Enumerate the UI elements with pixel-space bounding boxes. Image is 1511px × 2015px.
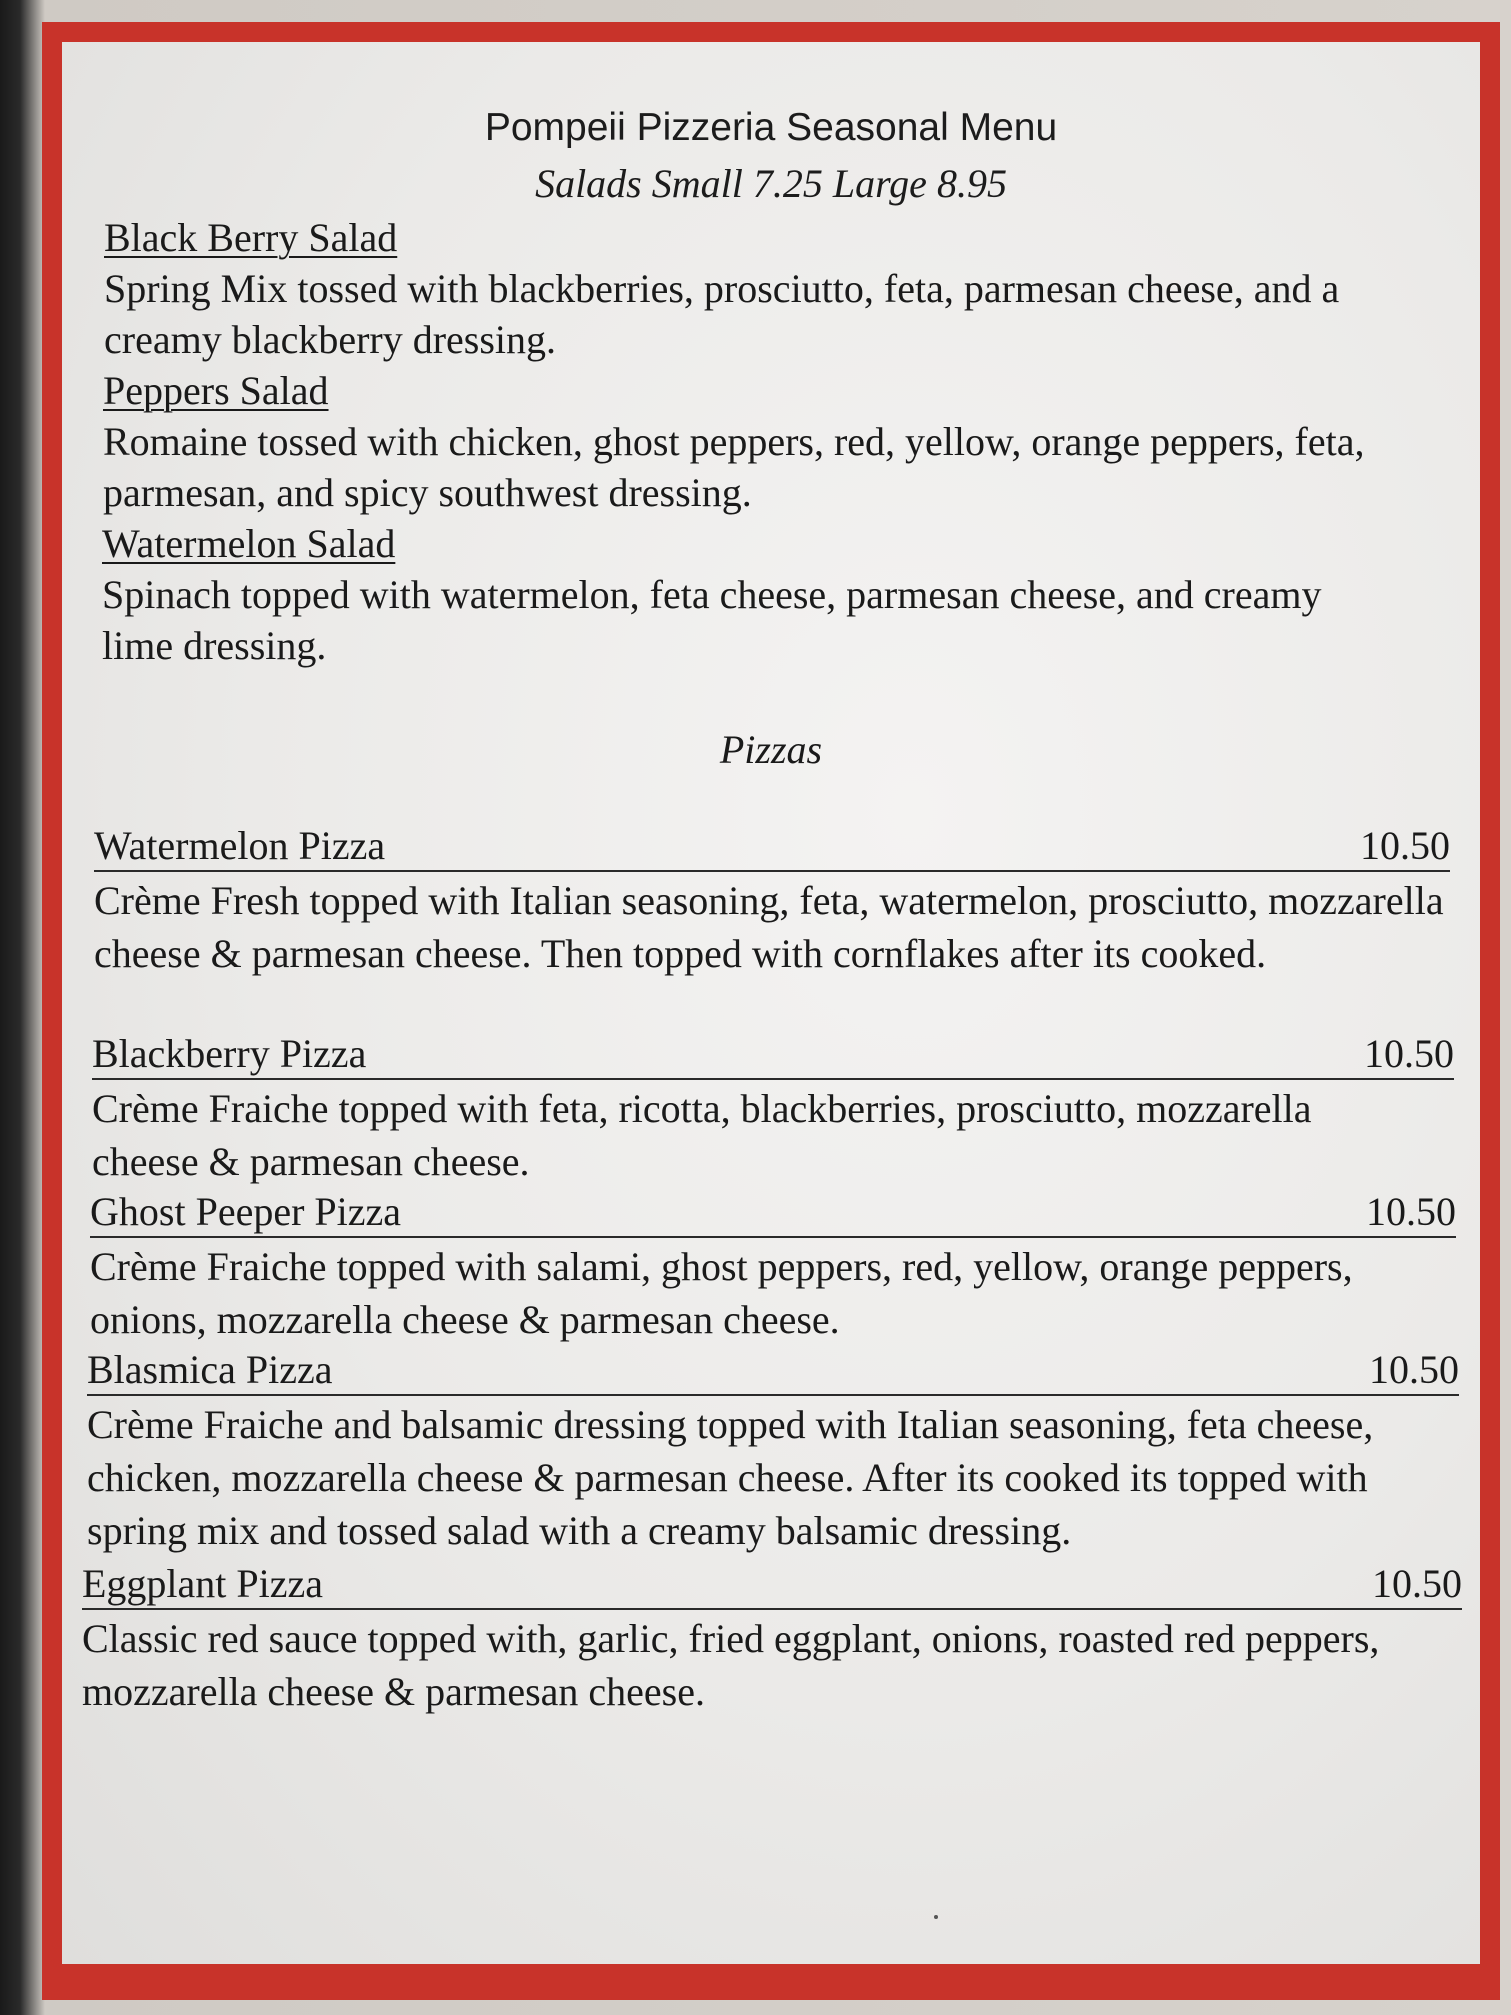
- pizza-title-row: [94, 822, 1450, 872]
- pizza-description: Crème Fraiche topped with salami, ghost peppers, red, yellow, orange peppers, onions, mozzarella cheese & parmesan cheese.: [90, 1244, 1353, 1342]
- salad-name: Watermelon Salad: [102, 521, 396, 566]
- pizza-description: Classic red sauce topped with, garlic, fried eggplant, onions, roasted red peppers, mozzarella cheese & parmesan cheese.: [82, 1616, 1380, 1714]
- pizza-item: [90, 1188, 1456, 1346]
- pizza-price: 10.50: [1366, 1189, 1456, 1234]
- pizza-name: Eggplant Pizza: [82, 1561, 324, 1606]
- pizza-name: Blackberry Pizza: [92, 1031, 367, 1076]
- pizza-item: [82, 1560, 1462, 1718]
- pizza-title-row: [92, 1030, 1454, 1080]
- salad-description: Romaine tossed with chicken, ghost peppers, red, yellow, orange peppers, feta, parmesan, and spicy southwest dressing.: [103, 419, 1365, 515]
- pizza-title-row: [90, 1188, 1456, 1238]
- pizza-item: [87, 1346, 1459, 1557]
- pizza-title-row: [87, 1346, 1459, 1396]
- pizza-name: Ghost Peeper Pizza: [90, 1189, 402, 1234]
- ink-speck: [934, 1915, 938, 1919]
- pizza-price: 10.50: [1364, 1031, 1454, 1076]
- pizzas-heading: Pizzas: [719, 727, 823, 772]
- pizza-name: Watermelon Pizza: [94, 823, 386, 868]
- salad-item: [104, 212, 1444, 365]
- pizza-description: Crème Fraiche topped with feta, ricotta, blackberries, prosciutto, mozzarella cheese & parmesan cheese.: [92, 1086, 1312, 1184]
- pizza-item: [92, 1030, 1454, 1188]
- pizza-price: 10.50: [1360, 823, 1450, 868]
- salad-name: Peppers Salad: [103, 368, 329, 413]
- menu-page: [62, 42, 1480, 1964]
- pizza-name: Blasmica Pizza: [87, 1347, 333, 1392]
- pizza-price: 10.50: [1369, 1347, 1459, 1392]
- pizza-price: 10.50: [1372, 1561, 1462, 1606]
- salads-heading: Salads Small 7.25 Large 8.95: [535, 161, 1007, 206]
- pizza-description: Crème Fraiche and balsamic dressing topped with Italian seasoning, feta cheese, chicken, mozzarella cheese & parmesan cheese. After its cooked its topped with spring mix and tossed salad with a creamy balsamic dressing.: [87, 1402, 1374, 1553]
- salad-item: [103, 365, 1433, 518]
- salad-description: Spinach topped with watermelon, feta cheese, parmesan cheese, and creamy lime dressing.: [102, 572, 1322, 668]
- salad-name: Black Berry Salad: [104, 215, 398, 260]
- pizza-description: Crème Fresh topped with Italian seasoning, feta, watermelon, prosciutto, mozzarella cheese & parmesan cheese. Then topped with cornflakes after its cooked.: [94, 878, 1444, 976]
- menu-title: Pompeii Pizzeria Seasonal Menu: [484, 106, 1058, 149]
- pizza-title-row: [82, 1560, 1462, 1610]
- salad-description: Spring Mix tossed with blackberries, prosciutto, feta, parmesan cheese, and a creamy blackberry dressing.: [104, 266, 1340, 362]
- pizza-item: [94, 822, 1450, 980]
- salad-item: [102, 518, 1342, 671]
